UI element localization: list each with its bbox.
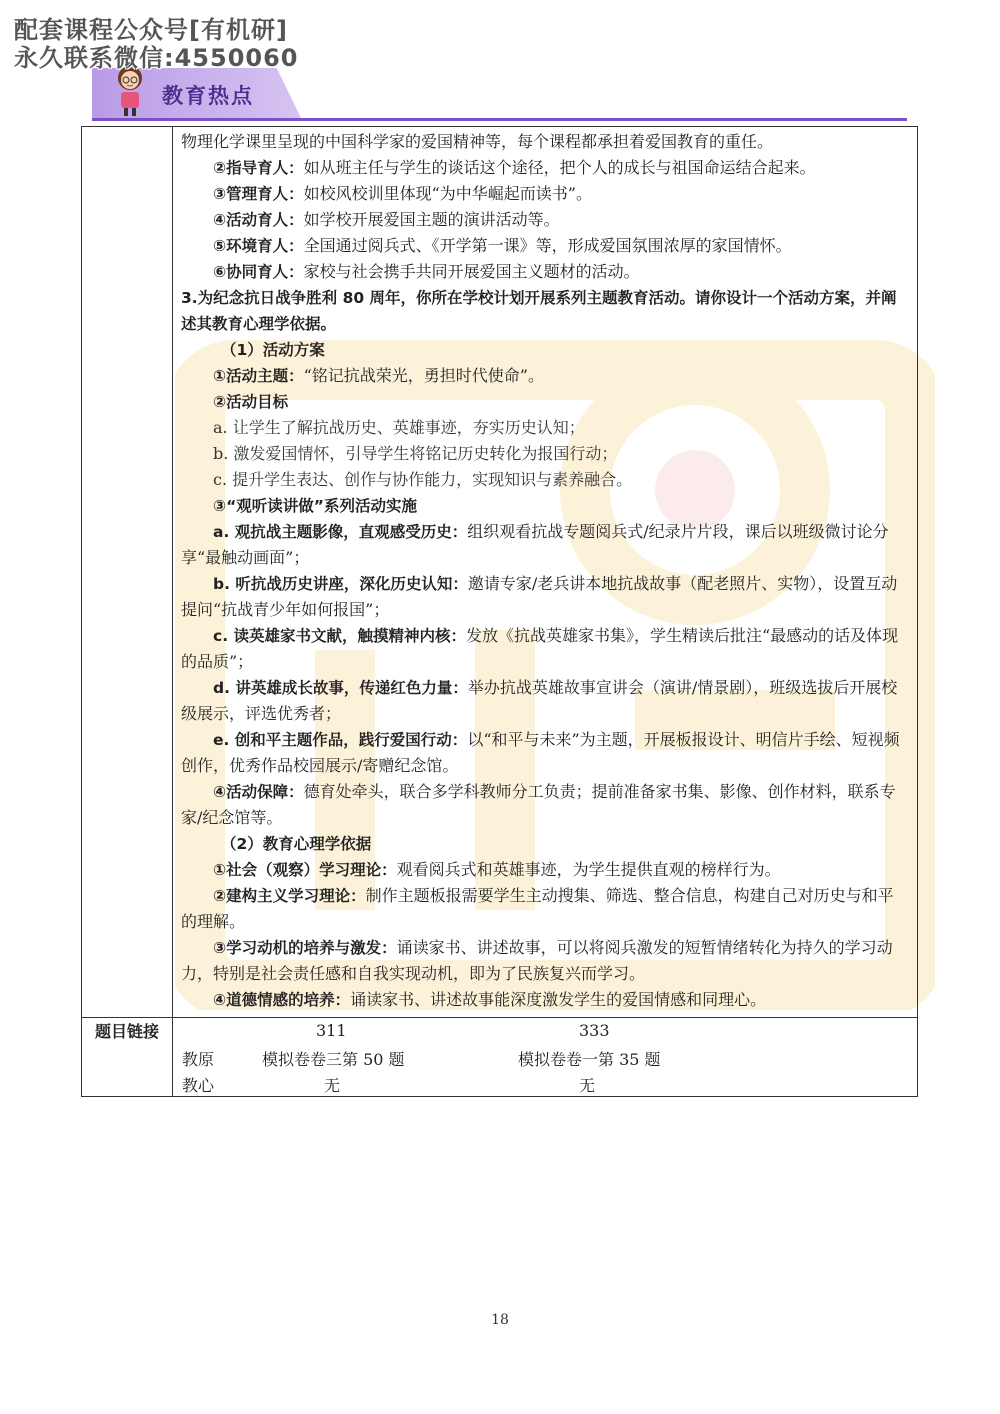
activity-item: c. 读英雄家书文献，触摸精神内核：发放《抗战英雄家书集》，学生精读后批注“最感动的话及体现的品质”； xyxy=(181,626,899,671)
plan-heading: （1）活动方案 xyxy=(221,341,325,359)
guarantee-line: ④活动保障：德育处牵头，联合多学科教师分工负责；提前准备家书集、影像、创作材料，联系专家/纪念馆等。 xyxy=(181,782,896,827)
list-item: ⑥协同育人：家校与社会携手共同开展爱国主义题材的活动。 xyxy=(213,262,640,281)
basis-item: ①社会（观察）学习理论：观看阅兵式和英雄事迹，为学生提供直观的榜样行为。 xyxy=(213,860,781,879)
goals-heading: ②活动目标 xyxy=(213,393,289,411)
goal-item: b. 激发爱国情怀，引导学生将铭记历史转化为报国行动； xyxy=(213,444,618,463)
header-divider xyxy=(92,118,907,121)
basis-item: ②建构主义学习理论：制作主题板报需要学生主动搜集、筛选、整合信息，构建自己对历史与和平的理解。 xyxy=(181,886,894,931)
basis-heading: （2）教育心理学依据 xyxy=(221,835,372,853)
table-label-cell xyxy=(82,127,173,1018)
activity-item: d. 讲英雄成长故事，传递红色力量：举办抗战英雄故事宣讲会（演讲/情景剧），班级选拔后开展校级展示，评选优秀者； xyxy=(181,678,898,723)
links-label: 题目链接 xyxy=(82,1018,173,1097)
links-cell xyxy=(173,1018,918,1097)
link-col1-header: 311 xyxy=(316,1021,347,1040)
activity-item: e. 创和平主题作品，践行爱国行动：以“和平与未来”为主题，开展板报设计、明信片手绘、短视频创作，优秀作品校园展示/寄赠纪念馆。 xyxy=(181,730,900,775)
basis-item: ③学习动机的培养与激发：诵读家书、讲述故事，可以将阅兵激发的短暂情绪转化为持久的学习动力，特别是社会责任感和自我实现动机，即为了民族复兴而学习。 xyxy=(181,938,893,983)
content-cell xyxy=(173,127,918,1018)
link-row-name: 教原 xyxy=(182,1050,215,1069)
page-number: 18 xyxy=(491,1312,509,1328)
link-row-value: 无 xyxy=(579,1076,596,1095)
watermark-line-1: 配套课程公众号[有机研] xyxy=(14,16,288,44)
question-text: 3.为纪念抗日战争胜利 80 周年，你所在学校计划开展系列主题教育活动。请你设计一个活动方案，并阐述其教育心理学依据。 xyxy=(181,289,897,333)
link-col2-header: 333 xyxy=(579,1021,610,1040)
list-item: ⑤环境育人：全国通过阅兵式、《开学第一课》等，形成爱国氛围浓厚的家国情怀。 xyxy=(213,236,792,255)
goal-item: c. 提升学生表达、创作与协作能力，实现知识与素养融合。 xyxy=(213,470,633,489)
link-row-name: 教心 xyxy=(182,1076,215,1095)
activity-item: b. 听抗战历史讲座，深化历史认知：邀请专家/老兵讲本地抗战故事（配老照片、实物），设置互动提问“抗战青少年如何报国”； xyxy=(181,574,898,619)
activity-item: a. 观抗战主题影像，直观感受历史：组织观看抗战专题阅兵式/纪录片片段，课后以班级微讨论分享“最触动画面”； xyxy=(181,522,889,567)
watermark-text xyxy=(14,16,299,72)
intro-text: 物理化学课里呈现的中国科学家的爱国精神等，每个课程都承担着爱国教育的重任。 xyxy=(181,132,774,151)
goal-item: a. 让学生了解抗战历史、英雄事迹，夯实历史认知； xyxy=(213,418,585,437)
implementation-heading: ③“观听读讲做”系列活动实施 xyxy=(213,497,418,515)
list-item: ②指导育人：如从班主任与学生的谈话这个途径，把个人的成长与祖国命运结合起来。 xyxy=(213,158,816,177)
theme-line: ①活动主题：“铭记抗战荣光，勇担时代使命”。 xyxy=(213,366,544,385)
basis-item: ④道德情感的培养：诵读家书、讲述故事能深度激发学生的爱国情感和同理心。 xyxy=(213,990,767,1009)
list-item: ④活动育人：如学校开展爱国主题的演讲活动等。 xyxy=(213,210,560,229)
link-row-value[interactable]: 模拟卷卷三第 50 题 xyxy=(262,1050,405,1069)
list-item: ③管理育人：如校风校训里体现“为中华崛起而读书”。 xyxy=(213,184,592,203)
link-row-value[interactable]: 模拟卷卷一第 35 题 xyxy=(518,1050,661,1069)
watermark-line-2: 永久联系微信:4550060 xyxy=(14,44,299,72)
header-title: 教育热点 xyxy=(162,84,254,108)
content-table xyxy=(81,126,918,1097)
link-row-value: 无 xyxy=(324,1076,341,1095)
